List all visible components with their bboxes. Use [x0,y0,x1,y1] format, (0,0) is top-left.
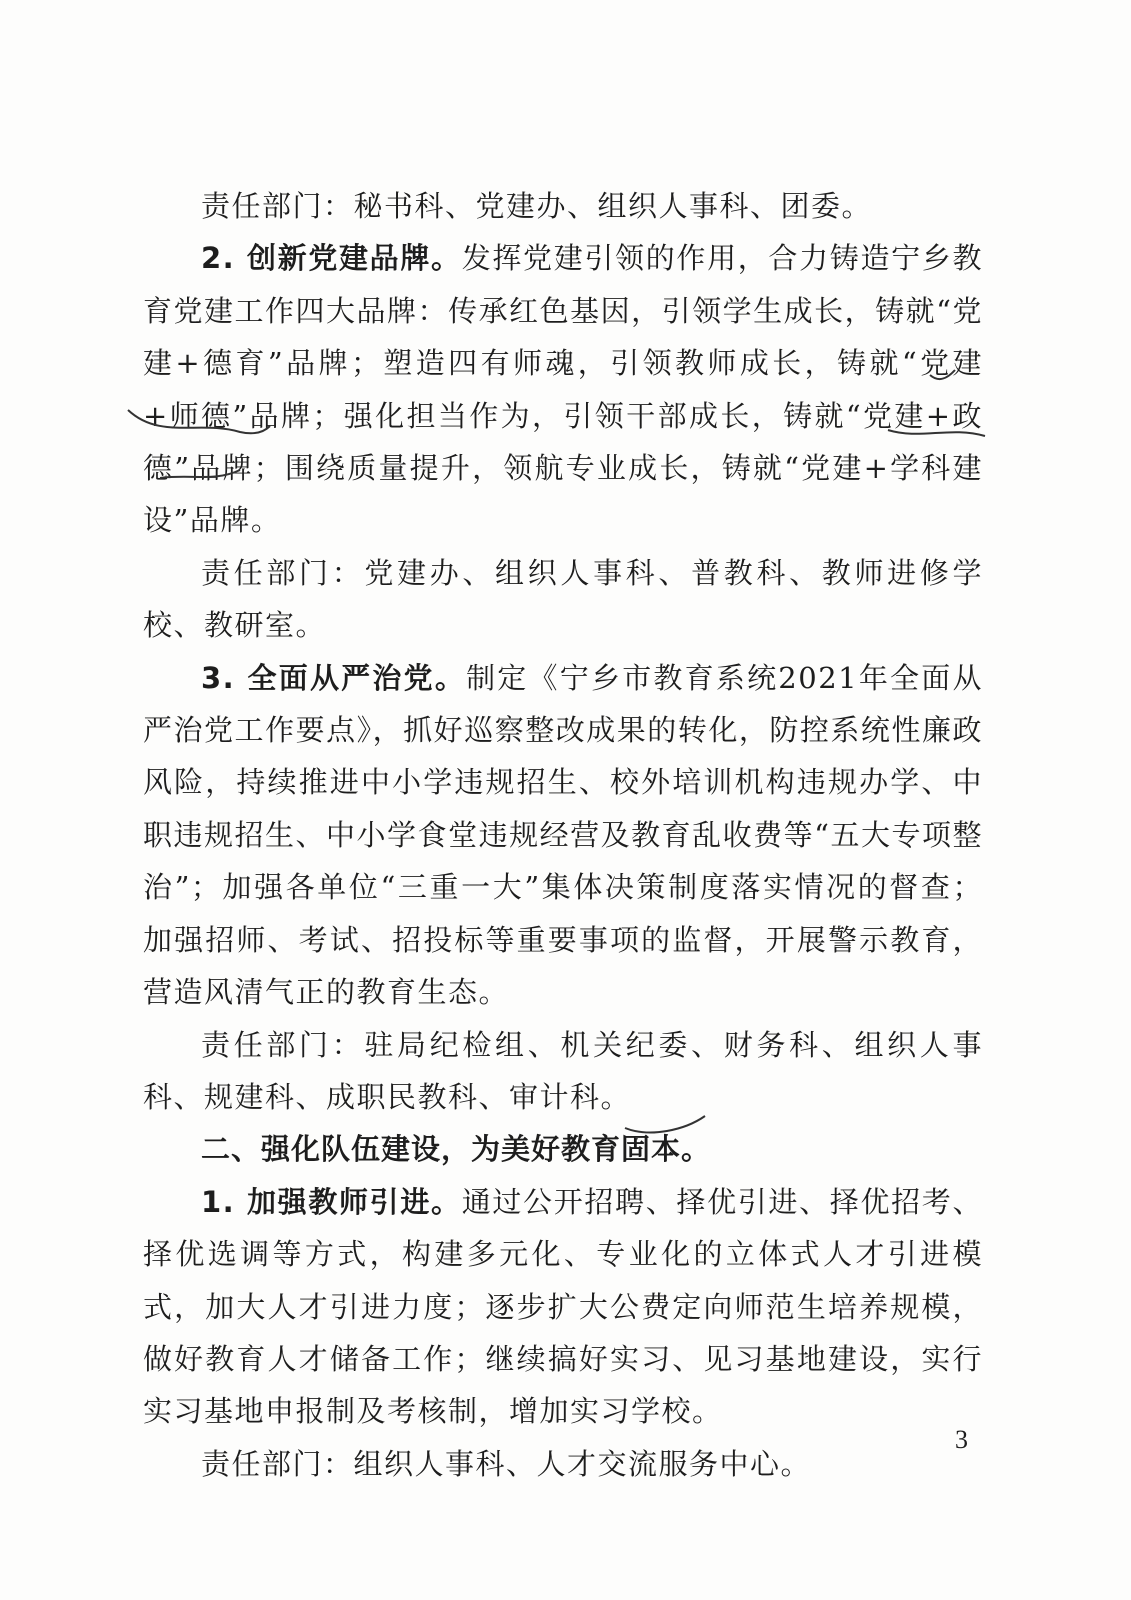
page-number: 3 [955,1425,968,1454]
paragraph-text: 制定《宁乡市教育系统2021年全面从严治党工作要点》，抓好巡察整改成果的转化，防控系统性廉政风险，持续推进中小学违规招生、校外培训机构违规办学、中职违规招生、中小学食堂违规经营及教育乱收费等“五大专项整治”；加强各单位“三重一大”集体决策制度落实情况的督查；加强招师、考试、招投标等重要事项的监督，开展警示教育，营造风清气正的教育生态。 [143,660,983,1010]
responsibility-paragraph [143,180,983,232]
paragraph-text: 发挥党建引领的作用，合力铸造宁乡教育党建工作四大品牌：传承红色基因，引领学生成长，铸就“党建+德育”品牌；塑造四有师魂，引领教师成长，铸就“党建+师德”品牌；强化担当作为，引领干部成长，铸就“党建+政德”品牌；围绕质量提升，领航专业成长，铸就“党建+学科建设”品牌。 [143,241,983,538]
paragraph-text: 责任部门：党建办、组织人事科、普教科、教师进修学校、教研室。 [143,555,983,643]
section-heading-text: 二、强化队伍建设，为美好教育固本。 [201,1132,712,1167]
paragraph-text: 责任部门：驻局纪检组、机关纪委、财务科、组织人事科、规建科、成职民教科、审计科。 [143,1027,983,1114]
paragraph-text: 责任部门：组织人事科、人才交流服务中心。 [201,1446,812,1481]
paragraph-text: 责任部门：秘书科、党建办、组织人事科、团委。 [201,189,873,223]
item-title: 3. 全面从严治党。 [201,660,467,695]
item-title: 1. 加强教师引进。 [201,1184,462,1219]
responsibility-paragraph [143,1019,983,1124]
item-title: 2. 创新党建品牌。 [201,241,462,276]
responsibility-paragraph [143,547,983,652]
item-paragraph [143,232,983,546]
paragraph-text: 通过公开招聘、择优引进、择优招考、择优选调等方式，构建多元化、专业化的立体式人才引进模式，加大人才引进力度；逐步扩大公费定向师范生培养规模，做好教育人才储备工作；继续搞好实习、见习基地建设，实行实习基地申报制及考核制，增加实习学校。 [143,1184,983,1429]
section-heading [143,1123,983,1175]
document-body [143,180,983,1490]
item-paragraph [143,1176,983,1438]
item-paragraph [143,652,983,1019]
responsibility-paragraph [143,1438,983,1490]
